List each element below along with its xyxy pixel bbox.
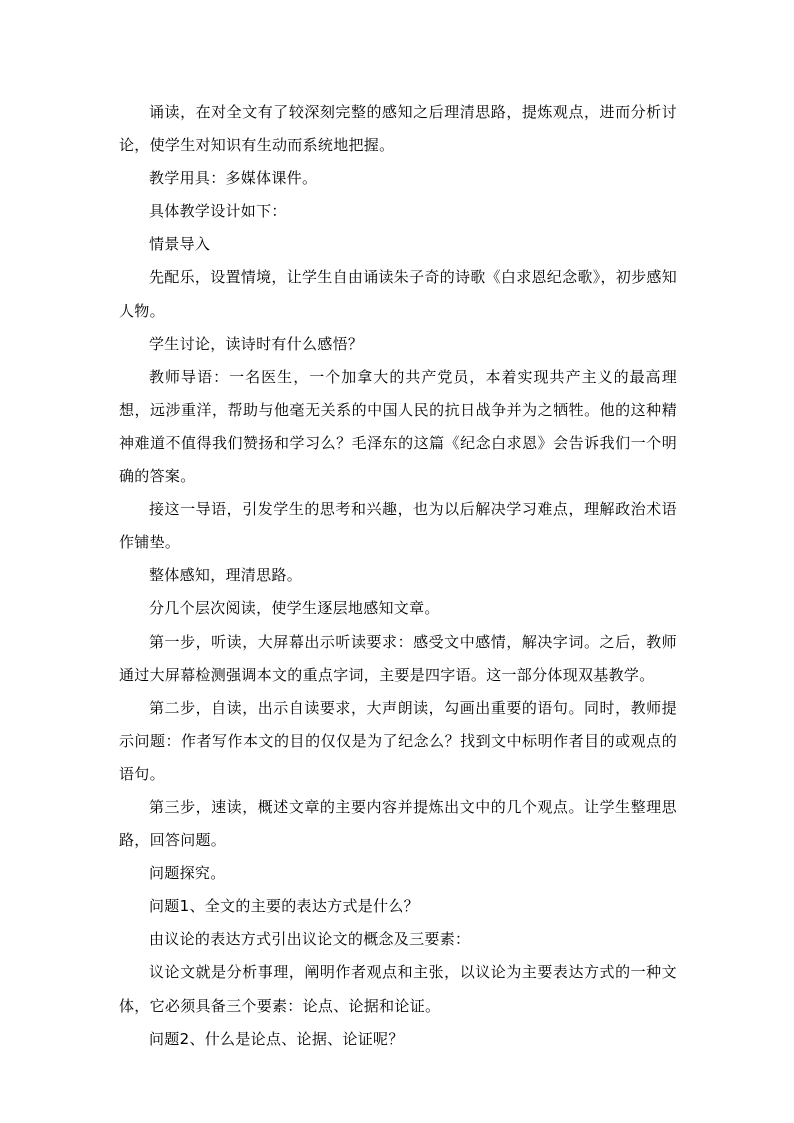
paragraph-teaching-tools: 教学用具：多媒体课件。 (149, 169, 318, 188)
paragraph-three-elements-intro: 由议论的表达方式引出议论文的概念及三要素： (149, 930, 471, 949)
paragraph-step-one: 第一步，听读，大屏幕出示听读要求：感受文中感情，解决字词。之后，教师通过大屏幕检测强调本文的重点字词，主要是四字语。这一部分体现双基教学。 (119, 632, 677, 684)
paragraph-student-discussion: 学生讨论，读诗时有什么感悟？ (149, 334, 364, 353)
paragraph-step-two: 第二步，自读，出示自读要求，大声朗读，勾画出重要的语句。同时，教师提示问题：作者写作本文的目的仅仅是为了纪念么？找到文中标明作者目的或观点的语句。 (119, 698, 677, 783)
heading-overall-perception: 整体感知，理清思路。 (149, 566, 303, 585)
heading-question-exploration: 问题探究。 (149, 864, 226, 883)
paragraph-teacher-guide: 教师导语：一名医生，一个加拿大的共产党员，本着实现共产主义的最高理想，远涉重洋，帮助与他毫无关系的中国人民的抗日战争并为之牺牲。他的这种精神难道不值得我们赞扬和学习么？毛泽东的这篇《纪念白求恩》会告诉我们一个明确的答案。 (119, 367, 677, 486)
paragraph-reading-levels: 分几个层次阅读，使学生逐层地感知文章。 (149, 599, 440, 618)
document-body (119, 96, 677, 1056)
paragraph-guide-purpose: 接这一导语，引发学生的思考和兴趣，也为以后解决学习难点，理解政治术语作铺垫。 (119, 500, 677, 552)
paragraph-question-one: 问题1、全文的主要的表达方式是什么？ (149, 897, 419, 916)
paragraph-design-intro: 具体教学设计如下： (149, 202, 287, 221)
paragraph-argumentative-definition: 议论文就是分析事理，阐明作者观点和主张，以议论为主要表达方式的一种文体，它必须具备三个要素：论点、论据和论证。 (119, 963, 677, 1015)
paragraph-step-three: 第三步，速读，概述文章的主要内容并提炼出文中的几个观点。让学生整理思路，回答问题。 (119, 797, 677, 850)
paragraph-question-two: 问题2、什么是论点、论据、论证呢？ (149, 1029, 404, 1048)
paragraph-music-setup: 先配乐，设置情境，让学生自由诵读朱子奇的诗歌《白求恩纪念歌》，初步感知人物。 (119, 268, 678, 320)
heading-situation-intro: 情景导入 (149, 235, 211, 254)
paragraph-continued-reading: 诵读，在对全文有了较深刻完整的感知之后理清思路，提炼观点，进而分析讨论，使学生对知识有生动而系统地把握。 (119, 103, 677, 155)
